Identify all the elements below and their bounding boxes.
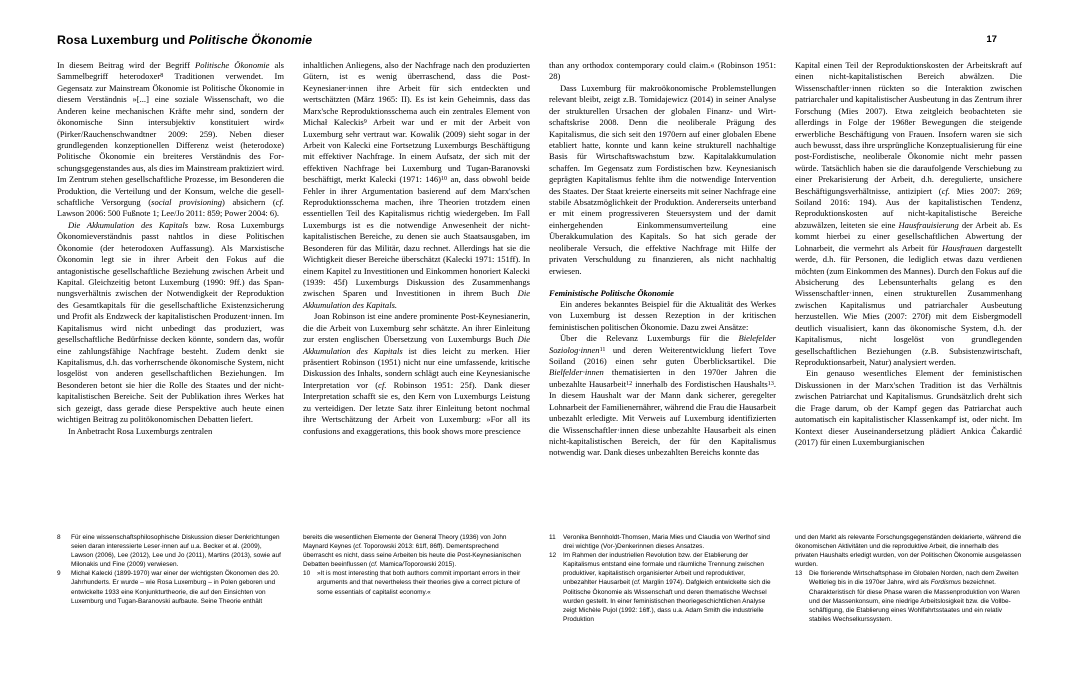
footnotes-area [57,533,1023,673]
page-number: 17 [986,34,997,45]
footnote-text: Michał Kalecki (1899-1970) war einer der wichtigsten Ökonomen des 20. Jahrhunderts. Er wurde – wie Rosa Luxemburg – in Polen geboren und entwickelte 1933 eine Konjunkturtheorie, die auf den Einsichten von Luxemburg und Tugan-Baranovski aufbaute. Seine Theorie enthält [71,570,280,605]
paragraph: In diesem Beitrag wird der Begriff Politische Ökonomie als Sammelbegriff heterodoxer$^8$ Traditionen verwendet. Im Gegensatz zur Mainstream Ökonomie ist Politische Ökonomie in diesem Verständnis »[...] eine soziale Wissenschaft, wo die Anderen keine mechanischen Kräfte mehr sind, sondern der ökonomische Sinn intersubjektiv konstituiert wird« (Pirker/Rauchenschwandtner 2009: 259). Neben dieser grundlegenden konzeptionellen Differenz weist (heterodoxe) Politische Ökonomie ein breiteres Verständnis des Forschungsgegenstandes aus, als dies im Mainstream praktiziert wird. Im Zentrum stehen gesellschaftliche Prozesse, im Besonderen die Produktion, die Verteilung und der Konsum, welche die gesellschaftliche Versorgung (social provisioning) absichern (cf. Lawson 2006: 500 Fußnote 1; Lee/Jo 2011: 859; Power 2004: 6). [57,60,285,219]
text-column-3 [549,60,776,515]
footnote-column-2 [303,533,530,673]
footnote-continuation: und den Markt als relevante Forschungsgegenständen deklarierte, während die ökonomischen Aktivitäten und die reproduktive Arbeit, die innerhalb des privaten Haushalts erledigt wurden, von der Politischen Ökonomie ausgelassen wurden. [795,534,1022,569]
paragraph: Ein genauso wesentliches Element der feministischen Diskussionen in der Marx'schen Tradition ist das Verhältnis zwischen Patriarchat und Kapitalismus. Grundsätzlich dreht sich die Frage darum, ob der Kampf gegen das Patriarchat auch automatisch ein kapitalistischer Klassenkampf ist, oder nicht. Im Kontext dieser Auseinandersetzung plädiert Ankica Čakardić (2017) für einen Luxemburgianischen [795,368,1022,447]
footnote-column-4 [795,533,1022,673]
footnote-number: 8 [57,534,61,541]
paragraph: inhaltlichen Anliegens, also der Nachfrage nach den produzierten Gütern, ist es wenig überraschend, dass die Post-Keynesianer·innen ihre Arbeit für sich entdeckten und wertschätzten (März 1965: II). Es ist kein Geheimnis, dass das Marx'sche Reproduktionsschema auch ein zentrales Element von Michał Kaleckis$^9$ Arbeit war und er mit der Arbeit von Luxemburg sehr vertraut war. Kowalik (2009) sieht sogar in der Arbeit von Kalecki eine Fortsetzung Luxemburgs Beschäftigung mit effektiver Nachfrage. In einem Aufsatz, der sich mit der effektiven Nachfrage bei Luxemburg und Tugan-Baranovski beschäftigt, merkt Kalecki (1971: 146)$^{10}$ an, dass obwohl beide Fehler in ihrer Argumentation basierend auf dem Marx'schen Reproduktionsschema machen, ihre Theorien trotzdem einen essentiellen Teil des Kapitalismus richtig wiedergeben. Im Fall Luxemburgs ist es die notwendige Anwesenheit der nicht-kapitalistischen Bereiche, zu denen sie auch Staatsausgaben, im Besonderen für das Militär, dazu rechnet. Allerdings hat sie die Wichtigkeit dieser Bereiche überschätzt (Kalecki 1971: 151ff). In einem Kapitel zu Investitionen und Einkommen honoriert Kalecki (1939: 45f) Luxemburgs Diskussion des Zusammenhangs zwischen Sparen und Investitionen in ihrem Buch Die Akkumulation des Kapitals. [303,60,530,310]
footnote-number: 13 [795,570,803,578]
footnote-continuation: bereits die wesentlichen Elemente der General Theory (1936) von John Maynard Keynes (cf. Toporowski 2013: 61ff, 86ff). Dementsprechend überrascht es nicht, dass seine Arbeiten bis heute die Post-Keynesianischen Debatten beeinflussen (cf. Mamica/Toporowski 2015). [303,534,521,569]
footnote [303,569,530,596]
paragraph: Die Akkumulation des Kapitals bzw. Rosa Luxemburgs Ökonomieverständnis passt nahtlos in diese Politischen Ökonomie (der heterodoxen Auffassung). Als Marxistische Ökonomin legt sie in ihrer Arbeit den Fokus auf die antagonistische gesellschaftliche Beziehung zwischen Arbeit und Kapital. Gleichzeitig betont Luxemburg (1990: 9ff.) das Spannungsverhältnis zwischen der Notwendigkeit der Reproduktion des Gesamtkapitals für die gesellschaftliche Existenzsicherung und Profit als Endzweck der kapitalistischen Produzent·innen. Im Kapitalismus wird nicht unbedingt das produziert, was gesellschaftliche Bedürfnisse decken könnte, sondern das, wofür eine zahlungsfähige Nachfrage besteht. Zudem denkt sie Kapitalismus, d.h. das vorherrschende ökonomische System, nicht losgelöst von anderen gesellschaftlichen Beziehungen. Im Besonderen betont sie hier die Rolle des Staates und der nicht-kapitalistischen Bereiche. Seit der Publikation ihres Werkes hat sich gezeigt, dass gerade diese Perspektive auch heute einen wichtigen Beitrag zu politökonomischen Debatten liefert. [57,219,284,425]
paragraph: Dass Luxemburg für makroökonomische Problemstellungen relevant bleibt, zeigt z.B. Tomidajewicz (2014) in seiner Analyse der strukturellen Ursachen der globalen Finanz- und Wirtschaftskrise 2008. Denn die neoliberale Prägung des Kapitalismus, die sich seit den 1970ern auf einer globalen Ebene etabliert hatte, konnte und kann keine strukturell nachhaltige Basis für Wirtschaftswachstum bzw. Kapitalakkumulation schaffen. Im Gegensatz zum Fordistischen bzw. Keynesianisch geprägten Kapitalismus fehlte ihm die notwendige Intervention des Staates. Der Staat kreierte einerseits mit seiner Nachfrage eine stabile Absatzmöglichkeit der Produktion. Andererseits unterband er mit einem progressiveren Steuersystem und der damit einhergehenden Einkommensumverteilung eine Überakkumulation des Kapitals. So hat sich gerade der neoliberale Versuch, die effektive Nachfrage mit Hilfe der privaten Verschuldung zu finanzieren, als nicht nachhaltig erwiesen. [549,82,776,276]
footnote [549,533,776,551]
paragraph: than any orthodox contemporary could claim.« (Robinson 1951: 28) [549,60,776,82]
footnote [549,551,776,624]
footnote [57,533,284,569]
paragraph: Kapital einen Teil der Reproduktionskosten der Arbeitskraft auf einen nicht-kapitalistischen Bereich abwälzen. Die Wissenschaftler·innen rückten so die Interaktion zwischen patriarchaler und kapitalistischer Ausbeutung in das Zentrum ihrer Forschung (Mies 2007). Etwa zeitgleich beobachteten sie allerdings in Folge der 1968er Bewegungen die steigende erwerbliche Beschäftigung von Frauen. Insofern waren sie sich auch bewusst, dass ihre ursprüngliche Konzeptualisierung für eine post-Fordistische, neoliberale Ökonomie nicht mehr passen würde. Tatsächlich haben sie die daraufolgende Verschiebung zu einer Prekarisierung der Arbeit, d.h. deregulierte, unsichere Beschäftigungsverhältnisse, antizipiert (cf. Mies 2007: 269; Soiland 2016: 194). Aus der kapitalistischen Tendenz, Reproduktionskosten auf nicht-kapitalistische Bereiche abzuwälzen, leiteten sie eine Hausfrauisierung der Arbeit ab. Es kommt hierbei zu einer gesellschaftlichen Abwertung der Lohnarbeit, die vermehrt als Arbeit für Hausfrauen dargestellt werde, d.h. für Personen, die lediglich etwas dazu verdienen möchten (zum Einkommen des Mannes). Durch den Fokus auf die Absicherung des Lebensunterhalts gelang es den Wissenschaftler·innen, einen strukturellen Zusammenhang zwischen Kapitalismus und patriarchaler Ausbeutung herzustellen. Wie Mies (2007: 270f) mit dem Eisbergmodell deutlich visualisiert, kann das ökonomische System, d.h. der Kapitalismus, nicht losgelöst von grundlegenden gesellschaftlichen Beziehungen (z.B. Subsistenzwirtschaft, Reproduktionsarbeit, Natur) analysiert werden. [795,60,1023,367]
chapter-title [57,33,997,47]
footnote [795,569,1022,624]
text-column-4 [795,60,1022,515]
paragraph: Ein anderes bekanntes Beispiel für die Aktualität des Werkes von Luxemburg ist dessen Rezeption in der kritischen feministischen politischen Ökonomie. Dazu zwei Ansätze: [549,298,776,332]
body-text-columns [57,60,1023,515]
text-column-1 [57,60,284,515]
section-subhead: Feministische Politische Ökonomie [549,287,674,298]
footnote-number: 9 [57,570,61,578]
footnote-text: Für eine wissenschaftsphilosophische Diskussion dieser Denkrichtungen seien daran interessierte Leser·innen auf u.a. Becker et al. (2009), Lawson (2006), Lee (2012), Lee und Jo (2011), Martins (2013), sowie auf Milonakis und Fine (2009) verwiesen. [71,534,281,569]
footnote [57,569,284,605]
footnote-text: »It is most interesting that both authors commit important errors in their arguments and that nevertheless their theories give a correct picture of some essentials of capitalist economy.« [317,570,521,596]
running-head [57,33,997,53]
footnote-text: Veronika Bennholdt-Thomsen, Maria Mies und Claudia von Werlhof sind drei wichtige (Vor-)Denkerinnen dieses Ansatzes. [563,534,770,551]
paragraph: Joan Robinson ist eine andere prominente Post-Keynesianerin, die die Arbeit von Luxemburg sehr schätzte. An ihrer Einleitung zur ersten englischen Übersetzung von Luxemburgs Buch Die Akkumulation des Kapitals ist dies leicht zu merken. Hier präsentiert Robinson (1951) nicht nur eine umfassende, kritische Diskussion des Inhalts, sondern schlägt auch eine Keynesianische Interpretation vor (cf. Robinson 1951: 25f). Dank dieser Interpretation schafft sie es, den Kern von Luxemburgs Leistung zu verteidigen. Der letzte Satz ihrer Einleitung betont nochmal ihre Wertschätzung der Arbeit von Luxemburg: »For all its confusions and exaggerations, this book shows more prescience [303,311,531,436]
chapter-title-italic: Politische Ökonomie [188,33,313,47]
paragraph: In Anbetracht Rosa Luxemburgs zentralen [68,425,213,436]
footnote-column-1 [57,533,284,673]
footnote-text: Im Rahmen der industriellen Revolution bzw. der Etablierung der Kapitalismus entstand eine formale und räumliche Trennung zwischen produktiver, kapitalistisch organisierter Arbeit und reproduktiver, unbezahlter Hausarbeit (cf. Marglin 1974). Dafgleich entwickelte sich die Politische Ökonomie als Wissenschaft und deren thematische Wechsel wurden gestellt. In einer feministischen theoriegeschichtlichen Analyse zeigt Michèle Pujol (1992: 16ff.), dass u.a. Adam Smith die industrielle Produktion [563,552,771,623]
footnote-number: 10 [303,570,311,578]
text-column-2 [303,60,530,515]
footnote-text: Die florierende Wirtschaftsphase im Globalen Norden, nach dem Zweiten Weltkrieg bis in die 1970er Jahre, wird als Fordismus bezeichnet. Charakteristisch für diese Phase waren die Massenproduktion von Waren und der Massenkonsum, eine niedrige Arbeitslosigkeit bzw. die Vollbeschäftigung, die Etablierung eines Wohlfahrtsstaates und ein relativ stabiles Wechselkurssystem. [809,570,1020,623]
footnote-number: 11 [549,534,556,541]
chapter-title-roman: Rosa Luxemburg und [57,33,189,47]
footnote-number: 12 [549,552,557,560]
footnote-column-3 [549,533,776,673]
paragraph: Über die Relevanz Luxemburgs für die Bielefelder Soziolog·innen$^{11}$ und deren Weiterentwicklung liefert Tove Soiland (2016) einen sehr guten Überblicksartikel. Die Bielfelder·innen thematisierten in den 1970er Jahren die unbezahlte Hausarbeit$^{12}$ innerhalb des Fordistischen Haushalts$^{13}$. In diesem Haushalt war der Mann dank sicherer, geregelter Lohnarbeit der Familienernährer, während die Frau die Hausarbeit unbezahlt erledigte. Mit Verweis auf Luxemburg identifizierten die Wissenschaftler·innen diese unbezahlte Hausarbeit als einen nicht-kapitalistischen Bereich, der für den Kapitalismus notwendig war. Dank dieses unbezahlten Bereichs konnte das [549,333,776,458]
